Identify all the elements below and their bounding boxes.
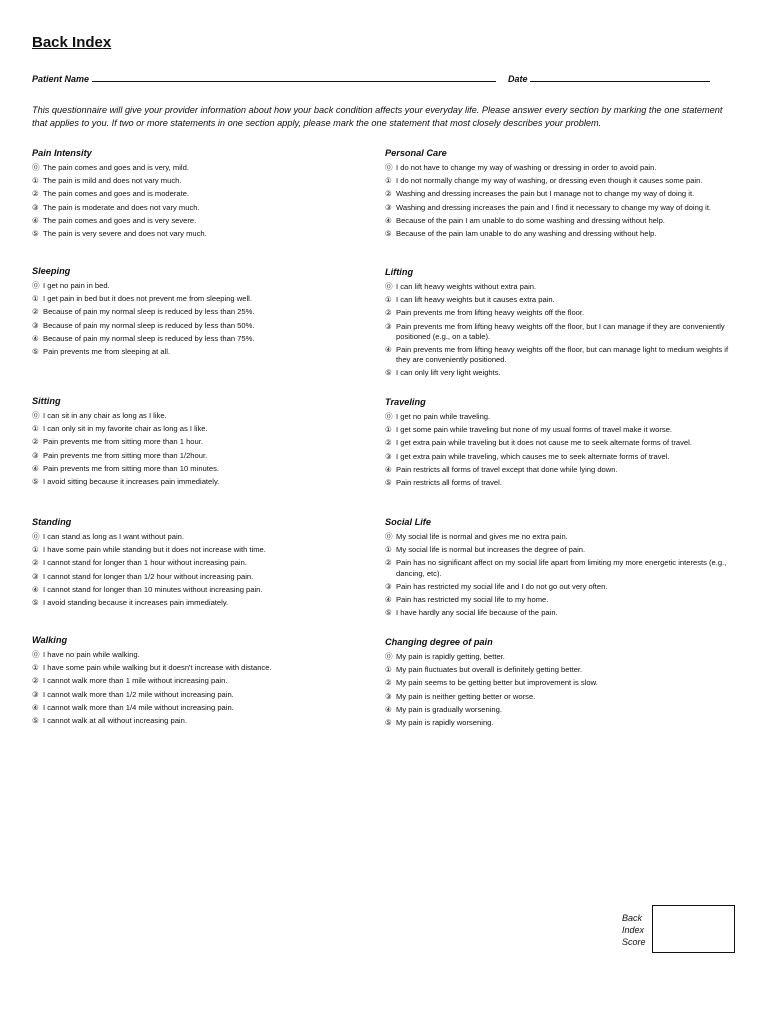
option-item[interactable]: [32, 477, 388, 487]
option-number-circle[interactable]: ③: [32, 571, 39, 581]
option-text: Pain has restricted my social life to my home.: [396, 595, 549, 605]
option-item[interactable]: [385, 412, 741, 422]
option-text: I get no pain while traveling.: [396, 412, 491, 421]
option-item[interactable]: [385, 692, 741, 702]
option-item[interactable]: [32, 321, 388, 331]
option-number-circle[interactable]: ①: [385, 425, 392, 435]
option-number-circle[interactable]: ④: [32, 463, 39, 473]
option-number-circle[interactable]: ①: [32, 424, 39, 434]
option-text: I cannot stand for longer than 1 hour without increasing pain.: [43, 558, 247, 568]
section-personal-care: [385, 148, 741, 242]
option-text: Pain prevents me from lifting heavy weights off the floor, but I can manage if they are conveniently positioned (e.g., on a table).: [396, 321, 725, 341]
option-item[interactable]: [385, 295, 741, 305]
option-number-circle[interactable]: ③: [385, 321, 392, 331]
option-number-circle[interactable]: ④: [385, 704, 392, 714]
option-text: I have some pain while walking but it doesn't increase with distance.: [43, 663, 272, 673]
option-item[interactable]: [385, 438, 741, 448]
option-item[interactable]: [385, 189, 741, 199]
option-text: My social life is normal and gives me no extra pain.: [396, 532, 568, 541]
option-item[interactable]: [32, 451, 388, 461]
option-text: I can lift heavy weights without extra pain.: [396, 282, 537, 291]
section-standing: [32, 517, 388, 611]
option-item[interactable]: [385, 608, 741, 618]
option-list: [32, 650, 388, 726]
score-label-line: Back: [622, 913, 643, 923]
option-number-circle[interactable]: ②: [32, 558, 39, 568]
option-item[interactable]: [385, 203, 741, 213]
option-number-circle[interactable]: ①: [385, 176, 392, 186]
option-number-circle[interactable]: ④: [385, 595, 392, 605]
section-title: Lifting: [385, 267, 414, 277]
option-number-circle[interactable]: ③: [32, 689, 39, 699]
patient-name-blank[interactable]: [92, 72, 496, 82]
date-field[interactable]: [508, 72, 710, 84]
option-number-circle[interactable]: ⑤: [385, 229, 392, 239]
option-text: My pain is rapidly worsening.: [396, 718, 494, 728]
option-text: I get extra pain while traveling but it does not cause me to seek alternate forms of travel.: [396, 438, 692, 448]
option-text: Pain prevents me from lifting heavy weights off the floor, but can manage light to medium weights if they are conveniently positioned.: [396, 345, 729, 365]
section-title: Traveling: [385, 397, 426, 407]
option-number-circle[interactable]: ⓪: [32, 650, 40, 659]
section-title: Sitting: [32, 396, 61, 406]
option-text: The pain is very severe and does not vary much.: [43, 229, 207, 239]
option-number-circle[interactable]: ①: [32, 176, 39, 186]
option-item[interactable]: [32, 716, 388, 726]
option-number-circle[interactable]: ④: [32, 702, 39, 712]
option-number-circle[interactable]: ③: [32, 202, 39, 212]
score-label-line: Index: [622, 925, 645, 935]
score-box[interactable]: [652, 905, 735, 953]
option-item[interactable]: [385, 652, 741, 662]
option-text: My pain is gradually worsening.: [396, 704, 502, 714]
option-item[interactable]: [32, 572, 388, 582]
option-text: I have some pain while standing but it does not increase with time.: [43, 545, 266, 555]
option-item[interactable]: [385, 595, 741, 605]
option-item[interactable]: [32, 216, 388, 226]
option-number-circle[interactable]: ⓪: [385, 163, 393, 172]
option-number-circle[interactable]: ⑤: [32, 716, 39, 726]
option-text: I get some pain while traveling but none of my usual forms of travel make it worse.: [396, 425, 673, 435]
option-item[interactable]: [32, 281, 388, 291]
option-number-circle[interactable]: ③: [385, 451, 392, 461]
option-text: I can stand as long as I want without pain.: [43, 532, 184, 541]
option-text: Washing and dressing increases the pain and I find it necessary to change my way of doing it.: [396, 202, 712, 212]
option-number-circle[interactable]: ①: [32, 294, 39, 304]
option-item[interactable]: [32, 294, 388, 304]
option-number-circle[interactable]: ⑤: [385, 478, 392, 488]
option-number-circle[interactable]: ③: [32, 320, 39, 330]
page-title: Back Index: [32, 34, 112, 51]
option-item[interactable]: [385, 718, 741, 728]
option-item[interactable]: [32, 558, 388, 568]
option-text: I cannot stand for longer than 1/2 hour without increasing pain.: [43, 571, 254, 581]
option-item[interactable]: [32, 411, 388, 421]
section-sitting: [32, 396, 388, 490]
option-text: Because of the pain I am unable to do some washing and dressing without help.: [396, 215, 665, 225]
option-item[interactable]: [385, 282, 741, 292]
option-number-circle[interactable]: ④: [385, 215, 392, 225]
option-number-circle[interactable]: ①: [385, 545, 392, 555]
option-text: Pain prevents me from lifting heavy weights off the floor.: [396, 308, 585, 318]
option-list: [385, 652, 741, 728]
date-blank[interactable]: [530, 72, 710, 82]
option-item[interactable]: [385, 425, 741, 435]
option-item[interactable]: [385, 368, 741, 378]
section-walking: [32, 635, 388, 729]
option-number-circle[interactable]: ①: [385, 295, 392, 305]
option-item[interactable]: [385, 705, 741, 715]
option-item[interactable]: [32, 532, 388, 542]
option-text: My pain is neither getting better or worse.: [396, 691, 536, 701]
option-number-circle[interactable]: ⑤: [385, 718, 392, 728]
option-text: Because of the pain Iam unable to do any washing and dressing without help.: [396, 229, 657, 239]
option-text: I can lift heavy weights but it causes extra pain.: [396, 295, 555, 305]
option-item[interactable]: [385, 665, 741, 675]
option-number-circle[interactable]: ⓪: [32, 281, 40, 290]
option-item[interactable]: [385, 176, 741, 186]
option-item[interactable]: [385, 478, 741, 488]
option-number-circle[interactable]: ②: [32, 189, 39, 199]
option-number-circle[interactable]: ⑤: [32, 347, 39, 357]
option-text: I cannot stand for longer than 10 minutes without increasing pain.: [43, 584, 263, 594]
option-number-circle[interactable]: ⓪: [32, 163, 40, 172]
option-text: I avoid standing because it increases pain immediately.: [43, 598, 229, 608]
option-number-circle[interactable]: ④: [32, 333, 39, 343]
option-item[interactable]: [32, 690, 388, 700]
option-item[interactable]: [385, 678, 741, 688]
option-number-circle[interactable]: ⓪: [385, 282, 393, 291]
option-number-circle[interactable]: ②: [385, 678, 392, 688]
option-number-circle[interactable]: ②: [32, 307, 39, 317]
option-number-circle[interactable]: ③: [385, 691, 392, 701]
option-number-circle[interactable]: ⑤: [32, 229, 39, 239]
option-item[interactable]: [32, 163, 388, 173]
option-text: The pain is mild and does not vary much.: [43, 176, 182, 186]
option-item[interactable]: [32, 307, 388, 317]
section-title: Walking: [32, 635, 68, 645]
option-text: Pain prevents me from sitting more than 1/2hour.: [43, 450, 208, 460]
option-number-circle[interactable]: ⓪: [32, 411, 40, 420]
option-text: Because of pain my normal sleep is reduced by less than 25%.: [43, 307, 255, 317]
option-item[interactable]: [32, 347, 388, 357]
option-item[interactable]: [32, 676, 388, 686]
option-item[interactable]: [32, 598, 388, 608]
option-list: [32, 411, 388, 487]
option-text: I can only sit in my favorite chair as long as I like.: [43, 424, 208, 434]
option-item[interactable]: [32, 545, 388, 555]
option-list: [32, 532, 388, 608]
section-social-life: [385, 517, 741, 621]
option-number-circle[interactable]: ⓪: [385, 412, 393, 421]
section-changing-degree-of-pain: [385, 637, 741, 731]
option-item[interactable]: [32, 334, 388, 344]
option-number-circle[interactable]: ⑤: [32, 598, 39, 608]
option-text: I cannot walk more than 1/2 mile without increasing pain.: [43, 689, 234, 699]
option-text: I can sit in any chair as long as I like.: [43, 411, 167, 420]
option-text: Pain prevents me from sleeping at all.: [43, 347, 171, 357]
option-number-circle[interactable]: ①: [32, 545, 39, 555]
option-item[interactable]: [385, 452, 741, 462]
option-item[interactable]: [32, 437, 388, 447]
option-number-circle[interactable]: ③: [32, 450, 39, 460]
option-text: The pain comes and goes and is very severe.: [43, 215, 197, 225]
option-item[interactable]: [385, 582, 741, 592]
option-number-circle[interactable]: ⑤: [385, 368, 392, 378]
section-title: Changing degree of pain: [385, 637, 493, 647]
option-item[interactable]: [32, 663, 388, 673]
option-list: [385, 163, 741, 239]
section-traveling: [385, 397, 741, 491]
option-number-circle[interactable]: ④: [385, 464, 392, 474]
option-number-circle[interactable]: ⑤: [385, 608, 392, 618]
option-number-circle[interactable]: ⓪: [385, 532, 393, 541]
option-item[interactable]: [32, 585, 388, 595]
option-text: Pain prevents me from sitting more than 10 minutes.: [43, 463, 220, 473]
option-text: The pain comes and goes and is moderate.: [43, 189, 190, 199]
section-title: Sleeping: [32, 266, 71, 276]
option-number-circle[interactable]: ④: [32, 215, 39, 225]
option-text: I can only lift very light weights.: [396, 368, 501, 378]
option-text: Because of pain my normal sleep is reduced by less than 75%.: [43, 333, 255, 343]
option-text: I avoid sitting because it increases pain immediately.: [43, 477, 220, 487]
option-item[interactable]: [385, 229, 741, 239]
option-number-circle[interactable]: ②: [385, 558, 392, 568]
option-number-circle[interactable]: ②: [385, 308, 392, 318]
option-list: [32, 281, 388, 357]
option-number-circle[interactable]: ②: [385, 438, 392, 448]
option-text: Pain restricts all forms of travel.: [396, 478, 502, 488]
option-item[interactable]: [385, 308, 741, 318]
option-number-circle[interactable]: ③: [385, 581, 392, 591]
option-number-circle[interactable]: ④: [32, 584, 39, 594]
option-text: My pain seems to be getting better but improvement is slow.: [396, 678, 598, 688]
option-text: Washing and dressing increases the pain but I manage not to change my way of doing it.: [396, 189, 695, 199]
option-text: Pain restricts all forms of travel except that done while lying down.: [396, 464, 618, 474]
option-text: I have hardly any social life because of the pain.: [396, 608, 558, 618]
option-text: My social life is normal but increases the degree of pain.: [396, 545, 586, 555]
option-item[interactable]: [32, 464, 388, 474]
option-item[interactable]: [385, 345, 741, 365]
option-item[interactable]: [32, 424, 388, 434]
score-label-line: Score: [622, 937, 646, 947]
option-text: I cannot walk more than 1 mile without increasing pain.: [43, 676, 228, 686]
section-title: Social Life: [385, 517, 431, 527]
option-text: My pain fluctuates but overall is definitely getting better.: [396, 665, 583, 675]
option-number-circle[interactable]: ①: [385, 665, 392, 675]
option-list: [385, 282, 741, 379]
option-text: I cannot walk more than 1/4 mile without increasing pain.: [43, 702, 234, 712]
option-text: I get pain in bed but it does not prevent me from sleeping well.: [43, 294, 252, 304]
option-text: I get no pain in bed.: [43, 281, 110, 290]
option-text: Pain has restricted my social life and I do not go out very often.: [396, 581, 608, 591]
date-label: Date: [508, 74, 528, 84]
section-title: Pain Intensity: [32, 148, 92, 158]
section-lifting: [385, 267, 741, 382]
intro-text: This questionnaire will give your provider information about how your back condition affects your everyday life. Please answer every section by marking the one statement that applies to you. If two or more statements in one section apply, please mark the one statement that most closely describes your problem.: [32, 105, 723, 128]
patient-name-label: Patient Name: [32, 74, 90, 84]
option-number-circle[interactable]: ⓪: [32, 532, 40, 541]
option-number-circle[interactable]: ④: [385, 345, 392, 355]
option-item[interactable]: [385, 163, 741, 173]
section-sleeping: [32, 266, 388, 360]
option-item[interactable]: [32, 703, 388, 713]
option-text: I do not normally change my way of washing, or dressing even though it causes some pain.: [396, 176, 703, 186]
option-list: [385, 532, 741, 618]
option-number-circle[interactable]: ③: [385, 202, 392, 212]
option-item[interactable]: [32, 176, 388, 186]
option-text: I have no pain while walking.: [43, 650, 140, 659]
section-pain-intensity: [32, 148, 388, 242]
option-item[interactable]: [385, 322, 741, 342]
option-number-circle[interactable]: ②: [385, 189, 392, 199]
option-text: I do not have to change my way of washing or dressing in order to avoid pain.: [396, 163, 657, 172]
option-item[interactable]: [32, 203, 388, 213]
option-item[interactable]: [385, 532, 741, 542]
option-item[interactable]: [32, 650, 388, 660]
option-list: [32, 163, 388, 239]
patient-name-field[interactable]: [32, 72, 496, 84]
option-number-circle[interactable]: ⓪: [385, 652, 393, 661]
option-number-circle[interactable]: ①: [32, 663, 39, 673]
option-text: Pain prevents me from sitting more than 1 hour.: [43, 437, 203, 447]
option-number-circle[interactable]: ②: [32, 676, 39, 686]
option-item[interactable]: [385, 465, 741, 475]
option-text: Because of pain my normal sleep is reduced by less than 50%.: [43, 320, 255, 330]
option-list: [385, 412, 741, 488]
option-item[interactable]: [32, 229, 388, 239]
option-number-circle[interactable]: ②: [32, 437, 39, 447]
option-text: Pain has no significant affect on my social life apart from limiting my more energetic interests (e.g., dancing, etc).: [396, 558, 727, 578]
section-title: Standing: [32, 517, 72, 527]
option-text: My pain is rapidly getting, better.: [396, 652, 505, 661]
section-title: Personal Care: [385, 148, 447, 158]
option-text: The pain comes and goes and is very, mild.: [43, 163, 189, 172]
option-item[interactable]: [385, 558, 741, 578]
option-item[interactable]: [32, 189, 388, 199]
option-item[interactable]: [385, 216, 741, 226]
option-text: I get extra pain while traveling, which causes me to seek alternate forms of travel.: [396, 451, 670, 461]
option-text: The pain is moderate and does not vary much.: [43, 202, 200, 212]
option-number-circle[interactable]: ⑤: [32, 477, 39, 487]
option-item[interactable]: [385, 545, 741, 555]
option-text: I cannot walk at all without increasing pain.: [43, 716, 187, 726]
